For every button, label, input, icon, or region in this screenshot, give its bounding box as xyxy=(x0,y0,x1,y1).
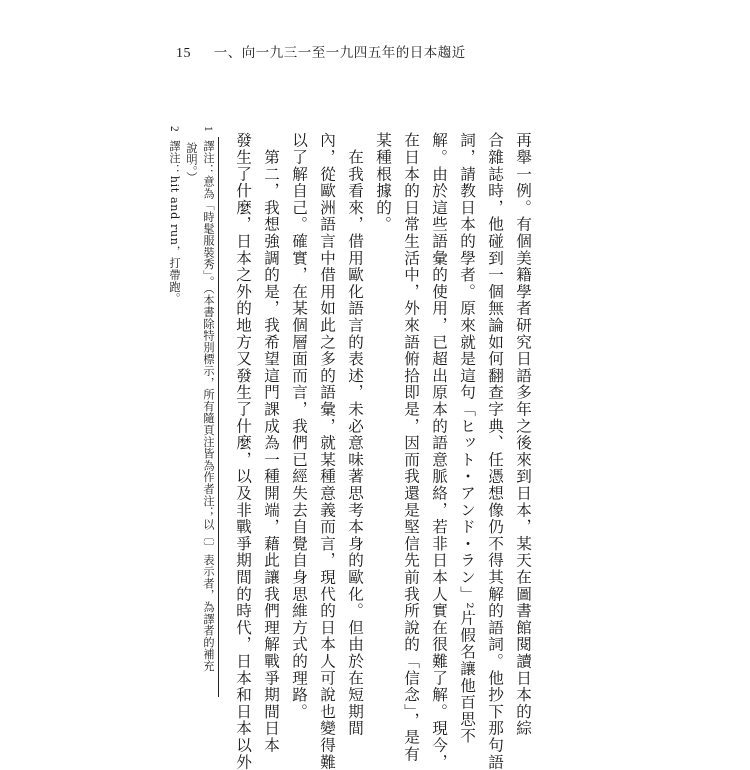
chapter-title: 一、向一九三一至一九四五年的日本趨近 xyxy=(213,45,466,61)
body-line: 某種根據的。 xyxy=(374,132,392,233)
footnote-continuation: 說明。） xyxy=(185,142,198,184)
body-line: 在我看來，借用歐化語言的表述，未必意味著思考本身的歐化。但由於在短期間 xyxy=(346,132,364,737)
running-header xyxy=(176,41,466,62)
footnote-text: 譯注：意為「時髦服裝秀」。（本書除特別標示，所有隨頁注皆為作者注；以〔〕表示者，為譯者的補充 xyxy=(202,140,215,672)
body-line: 在日本的日常生活中，外來語俯拾即是，因而我還是堅信先前我所說的「信念」，是有 xyxy=(402,132,420,763)
body-line: 再舉一例。有個美籍學者研究日語多年之後來到日本，某天在圖書館閱讀日本的綜 xyxy=(514,132,532,737)
footnote-divider xyxy=(218,137,219,697)
body-line: 以了解自己。確實，在某個層面而言，我們已經失去自覺自身思維方式的理路。 xyxy=(290,132,308,720)
page-number: 15 xyxy=(176,46,191,61)
footnote-text: 譯注：hit and run，打帶跑。 xyxy=(168,140,181,305)
body-line: 解。由於這些語彙的使用，已超出原本的語意脈絡，若非日本人實在很難了解。現今， xyxy=(430,132,448,770)
footnote xyxy=(166,126,182,305)
body-line: 合雜誌時，他碰到一個無論如何翻查字典、任憑想像仍不得其解的語詞。他抄下那句語 xyxy=(486,132,504,770)
body-line: 內，從歐洲語言中借用如此之多的語彙，就某種意義而言，現代的日本人可說也變得難 xyxy=(318,132,336,770)
body-line: 發生了什麼，日本之外的地方又發生了什麼，以及非戰爭期間的時代，日本和日本以外 xyxy=(234,132,252,770)
body-line: 第二，我想強調的是，我希望這門課成為一種開端，藉此讓我們理解戰爭期間日本 xyxy=(262,132,280,754)
footnote xyxy=(200,126,216,672)
body-line: 詞，請教日本的學者。原來就是這句「ヒット・アンド・ラン」²片假名讓他百思不 xyxy=(458,132,476,745)
footnote-number: 2 xyxy=(168,126,180,133)
footnote-number: 1 xyxy=(202,126,214,133)
